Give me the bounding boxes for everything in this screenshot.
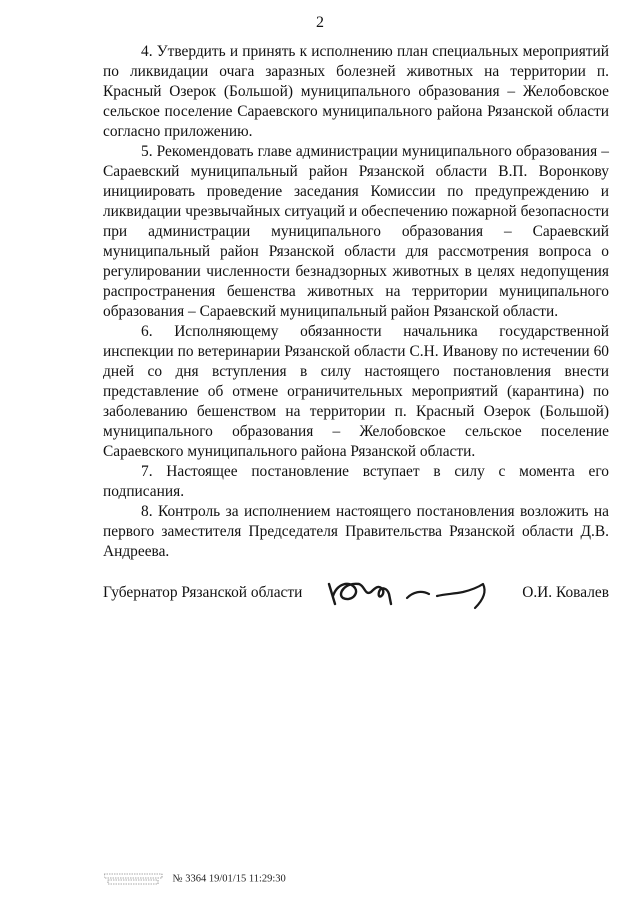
stamp-text: № 3364 19/01/15 11:29:30 bbox=[172, 873, 286, 885]
handwritten-signature bbox=[325, 570, 500, 614]
signature-block bbox=[103, 578, 609, 618]
paragraph-4: 4. Утвердить и принять к исполнению план специальных мероприятий по ликвидации очага заразных болезней животных на территории п. Красный Озерок (Большой) муниципального образования – Желобовское сельское поселение Сараевского муниципального района Рязанской области согласно приложению. bbox=[103, 43, 609, 140]
document-body bbox=[103, 42, 609, 562]
registry-logo-icon bbox=[104, 872, 164, 886]
paragraph-7: 7. Настоящее постановление вступает в силу с момента его подписания. bbox=[103, 463, 609, 500]
paragraph-8: 8. Контроль за исполнением настоящего постановления возложить на первого заместителя Председателя Правительства Рязанской области Д.В. Андреева. bbox=[103, 503, 609, 560]
signer-name: О.И. Ковалев bbox=[522, 584, 609, 601]
paragraph-5: 5. Рекомендовать главе администрации муниципального образования – Сараевский муниципальный район Рязанской области В.П. Воронкову инициировать проведение заседания Комиссии по предупреждению и ликвидации чрезвычайных ситуаций и обеспечению пожарной безопасности при администрации муниципального образования – Сараевский муниципальный район Рязанской области для рассмотрения вопроса о регулировании численности безнадзорных животных в целях недопущения распространения бешенства животных на территории муниципального образования – Сараевский муниципальный район Рязанской области. bbox=[103, 143, 609, 320]
paragraph-6: 6. Исполняющему обязанности начальника государственной инспекции по ветеринарии Рязанской области С.Н. Иванову по истечении 60 дней со дня вступления в силу настоящего постановления внести представление об отмене ограничительных мероприятий (карантина) по заболеванию бешенством на территории п. Красный Озерок (Большой) муниципального образования – Желобовское сельское поселение Сараевского муниципального района Рязанской области. bbox=[103, 323, 609, 460]
signer-title: Губернатор Рязанской области bbox=[103, 584, 303, 601]
document-stamp bbox=[104, 872, 286, 886]
page-number: 2 bbox=[316, 14, 324, 31]
